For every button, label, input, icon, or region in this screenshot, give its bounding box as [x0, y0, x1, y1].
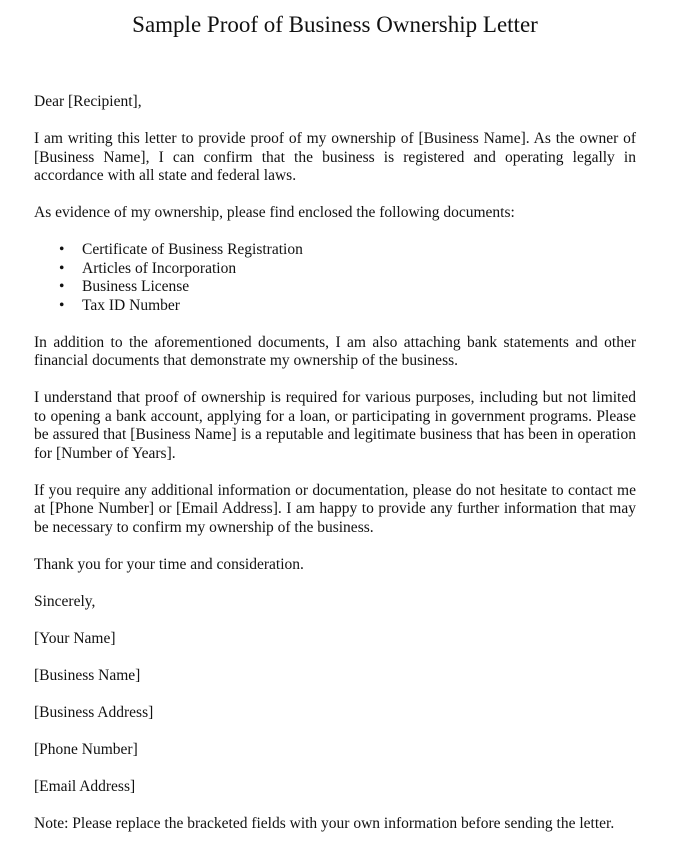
- list-item-text: Certificate of Business Registration: [82, 241, 303, 258]
- bullet-icon: •: [59, 259, 65, 277]
- list-item: [59, 296, 636, 316]
- bullet-icon: •: [59, 278, 65, 295]
- signature-business-name: [Business Name]: [34, 666, 141, 684]
- letter-title: Sample Proof of Business Ownership Letter: [132, 12, 538, 37]
- salutation: Dear [Recipient],: [34, 93, 142, 110]
- note: Note: Please replace the bracketed fields with your own information before sending the letter.: [34, 814, 615, 832]
- signature-business-address: [Business Address]: [34, 703, 154, 721]
- bullet-icon: •: [59, 241, 65, 258]
- closing: Sincerely,: [34, 592, 96, 610]
- list-item: [59, 259, 636, 279]
- list-item: [59, 241, 636, 260]
- paragraph-evidence: As evidence of my ownership, please find enclosed the following documents:: [34, 204, 515, 221]
- paragraph-thanks: Thank you for your time and consideration.: [34, 555, 304, 573]
- paragraph-purpose: I understand that proof of ownership is required for various purposes, including but not limited to opening a bank account, applying for a loan, or participating in government programs. Please be assured that [Business Name] is a reputable and legitimate business that has been in operation for [Number of Years].: [34, 389, 636, 462]
- signature-name: [Your Name]: [34, 629, 116, 647]
- list-item-text: Articles of Incorporation: [82, 259, 237, 277]
- paragraph-attachments: In addition to the aforementioned documents, I am also attaching bank statements and other financial documents that demonstrate my ownership of the business.: [34, 333, 636, 369]
- bullet-icon: •: [59, 296, 65, 314]
- paragraph-contact: If you require any additional information or documentation, please do not hesitate to contact me at [Phone Number] or [Email Address]. I am happy to provide any further information that may be necessary to confirm my ownership of the business.: [34, 481, 636, 536]
- list-item-text: Tax ID Number: [82, 296, 180, 314]
- paragraph-intro: I am writing this letter to provide proof of my ownership of [Business Name]. As the owner of [Business Name], I can confirm that the business is registered and operating legally in accordance with all state and federal laws.: [34, 130, 636, 184]
- signature-email: [Email Address]: [34, 777, 136, 795]
- signature-block: [34, 593, 636, 797]
- list-item-text: Business License: [82, 278, 190, 295]
- letter-body: [34, 93, 636, 852]
- documents-list: [34, 241, 636, 315]
- list-item: [59, 278, 636, 297]
- signature-phone: [Phone Number]: [34, 740, 138, 758]
